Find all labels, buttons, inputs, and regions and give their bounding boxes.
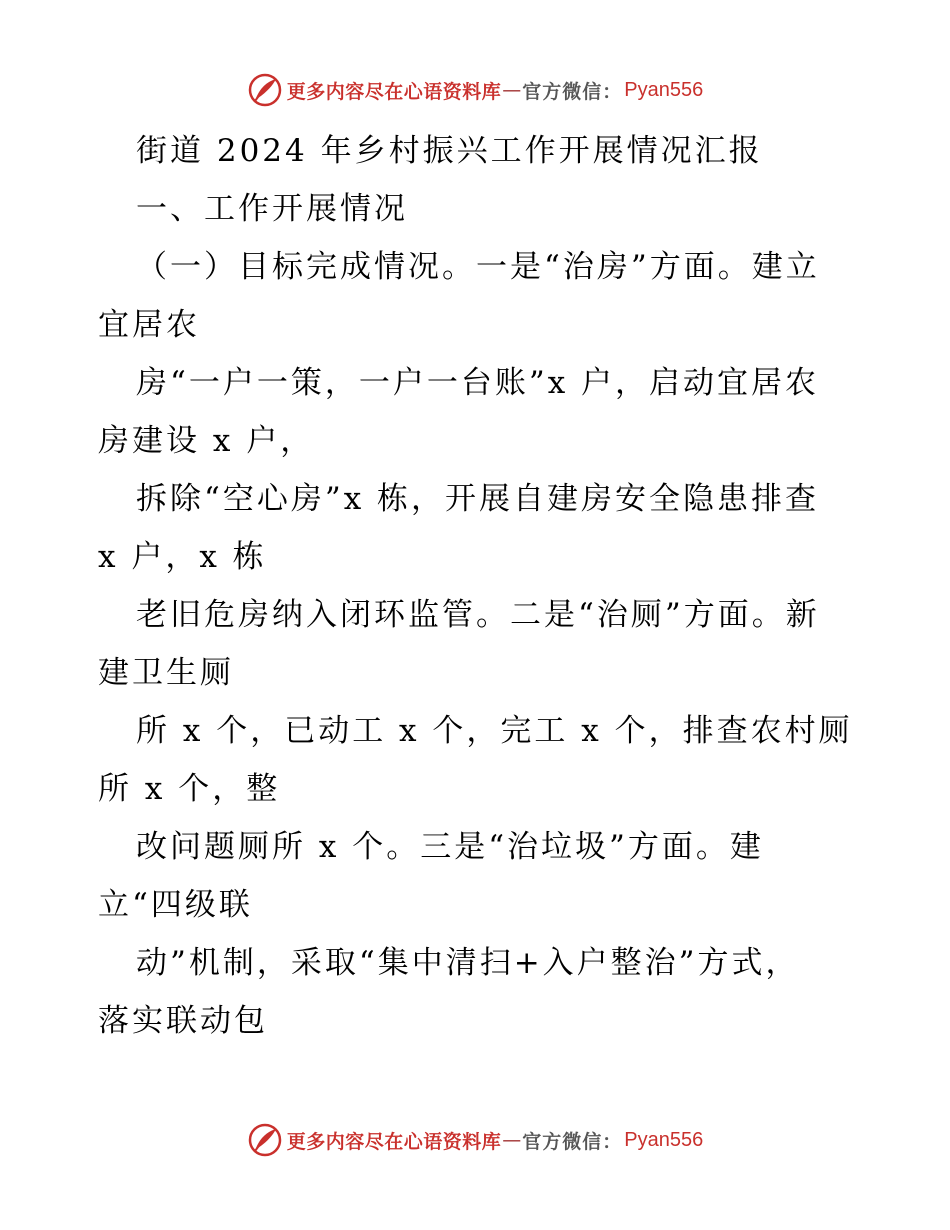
paragraph-line: 拆除“空心房”x 栋，开展自建房安全隐患排查 bbox=[136, 481, 820, 517]
paragraph-line: x 户，x 栋 bbox=[98, 539, 267, 575]
paragraph-line: 改问题厕所 x 个。三是“治垃圾”方面。建 bbox=[136, 829, 764, 865]
banner-wechat-label: 官方微信： bbox=[522, 1130, 623, 1153]
document-body bbox=[98, 122, 858, 1050]
paragraph-line: 落实联动包 bbox=[98, 1003, 268, 1039]
paragraph-line: 老旧危房纳入闭环监管。二是“治厕”方面。新 bbox=[136, 597, 820, 633]
banner-wechat-label: 官方微信： bbox=[522, 80, 623, 103]
footer-banner bbox=[0, 1118, 950, 1162]
banner-site-text: 更多内容尽在心语资料库 bbox=[286, 1130, 502, 1153]
paragraph-line: 房“一户一策，一户一台账”x 户，启动宜居农 bbox=[136, 365, 820, 401]
banner-wechat-id: Pyan556 bbox=[624, 78, 704, 101]
paragraph-line: 建卫生厕 bbox=[98, 655, 234, 691]
section-heading: 一、工作开展情况 bbox=[136, 191, 408, 227]
paragraph-line: 所 x 个，整 bbox=[98, 771, 281, 807]
paragraph-line: 动”机制，采取“集中清扫+入户整治”方式， bbox=[136, 945, 800, 981]
banner-site-text: 更多内容尽在心语资料库 bbox=[286, 80, 502, 103]
document-title: 街道 2024 年乡村振兴工作开展情况汇报 bbox=[136, 133, 763, 169]
header-banner-inner bbox=[247, 72, 704, 108]
paragraph-line: 房建设 x 户， bbox=[98, 423, 315, 459]
header-banner bbox=[0, 68, 950, 112]
banner-dash: — bbox=[502, 79, 522, 101]
feather-quill-logo-icon bbox=[247, 1122, 283, 1158]
paragraph-line: （一）目标完成情况。一是“治房”方面。建立 bbox=[136, 249, 820, 285]
banner-dash: — bbox=[502, 1129, 522, 1151]
paragraph-line: 宜居农 bbox=[98, 307, 200, 343]
feather-quill-logo-icon bbox=[247, 72, 283, 108]
footer-banner-inner bbox=[247, 1122, 704, 1158]
banner-wechat-id: Pyan556 bbox=[624, 1128, 704, 1151]
paragraph-line: 所 x 个，已动工 x 个，完工 x 个，排查农村厕 bbox=[136, 713, 853, 749]
paragraph-line: 立“四级联 bbox=[98, 887, 253, 923]
